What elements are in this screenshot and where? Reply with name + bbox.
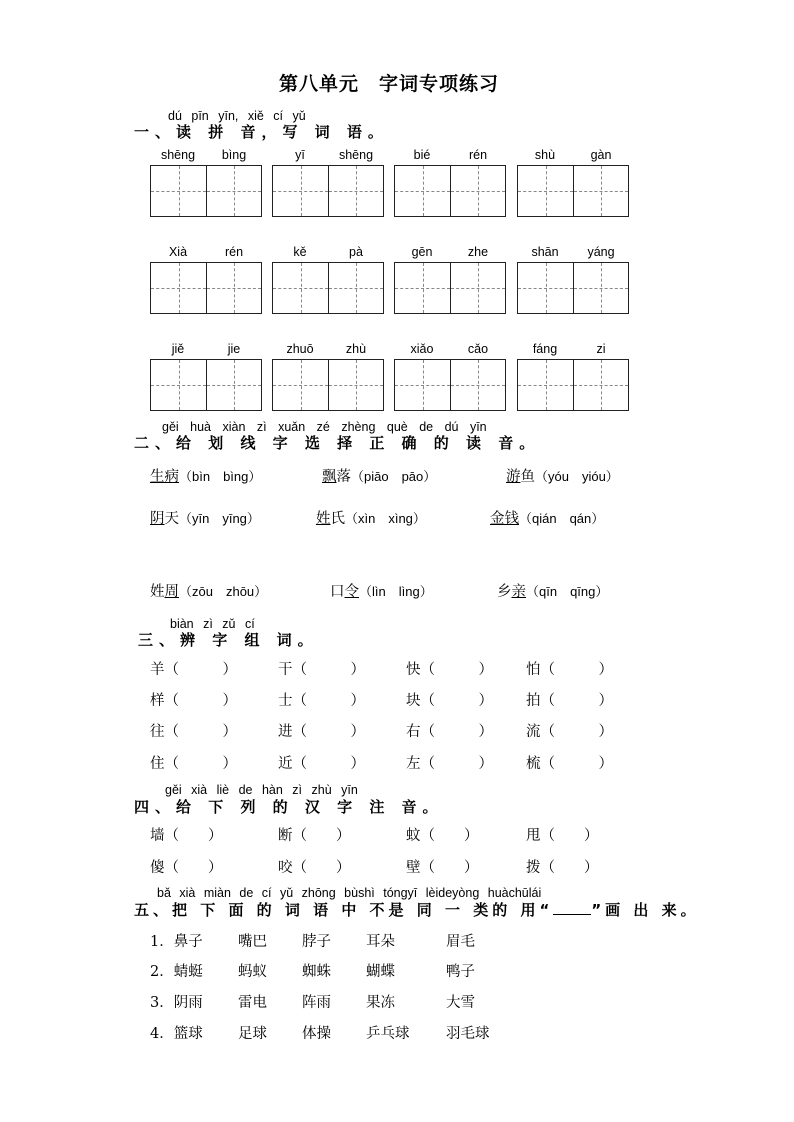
writing-grid[interactable] <box>272 262 384 314</box>
tianzi-cell[interactable] <box>395 166 450 216</box>
pinyin-syllable: kě <box>293 245 307 259</box>
underlined-char: 姓 <box>316 511 331 527</box>
word-group-blank[interactable]: 往（ ） <box>150 724 237 740</box>
underlined-char: 周 <box>164 584 179 600</box>
item-prefix: 姓 <box>150 584 165 600</box>
pinyin-syllable: bié <box>413 148 431 162</box>
writing-grid[interactable] <box>394 359 506 411</box>
writing-grid[interactable] <box>150 165 262 217</box>
pinyin-syllable: gàn <box>590 148 612 162</box>
pinyin-pair <box>394 342 506 356</box>
underlined-char: 游 <box>506 469 521 485</box>
pinyin-syllable: cǎo <box>467 342 489 356</box>
pinyin-syllable: xiǎo <box>410 342 434 356</box>
section1-heading: 一、读 拼 音，写 词 语。 <box>134 123 389 141</box>
tianzi-cell[interactable] <box>206 166 261 216</box>
tianzi-cell[interactable] <box>273 360 328 410</box>
section2-pinyin: gěi huà xiàn zì xuǎn zé zhèng què de dú yīn <box>162 420 487 434</box>
word-option[interactable]: 1．鼻子 <box>150 934 203 950</box>
writing-grid[interactable] <box>150 359 262 411</box>
item-prefix: 乡 <box>497 584 512 600</box>
section4-pinyin: gěi xià liè de hàn zì zhù yīn <box>165 783 358 797</box>
pinyin-syllable: yī <box>295 148 305 162</box>
pinyin-blank[interactable]: 壁（ ） <box>406 860 479 876</box>
pronunciation-item <box>490 507 604 528</box>
pinyin-syllable: shān <box>531 245 559 259</box>
pinyin-syllable: pà <box>349 245 363 259</box>
tianzi-cell[interactable] <box>328 263 383 313</box>
pinyin-blank[interactable]: 墙（ ） <box>150 828 223 844</box>
tianzi-cell[interactable] <box>395 263 450 313</box>
tianzi-cell[interactable] <box>573 263 628 313</box>
word-option[interactable]: 果冻 <box>366 995 395 1011</box>
word-group-blank[interactable]: 羊（ ） <box>150 662 237 678</box>
tianzi-cell[interactable] <box>573 166 628 216</box>
pinyin-pair <box>150 148 262 162</box>
item-rest: 天 <box>164 511 179 527</box>
tianzi-cell[interactable] <box>450 360 505 410</box>
pinyin-pair <box>272 148 384 162</box>
section3-heading: 三、辨 字 组 词。 <box>138 631 319 649</box>
item-rest: 鱼 <box>520 469 535 485</box>
section5-heading-part1: 五、把 下 面 的 词 语 中 不是 同 一 类的 用“ <box>134 901 554 919</box>
pinyin-blank[interactable]: 甩（ ） <box>526 828 599 844</box>
answer-underline-sample <box>553 914 591 915</box>
writing-grid[interactable] <box>394 262 506 314</box>
section2-heading: 二、给 划 线 字 选 择 正 确 的 读 音。 <box>134 434 541 452</box>
writing-grid[interactable] <box>517 359 629 411</box>
word-group-blank[interactable]: 块（ ） <box>406 693 493 709</box>
pinyin-pair <box>272 245 384 259</box>
pronunciation-item <box>316 507 426 528</box>
word-group-blank[interactable]: 住（ ） <box>150 756 237 772</box>
word-option[interactable]: 乒乓球 <box>366 1026 410 1042</box>
pinyin-syllable: gēn <box>411 245 433 259</box>
section3-pinyin: biàn zì zǔ cí <box>170 617 255 631</box>
section4-heading: 四、给 下 列 的 汉 字 注 音。 <box>134 798 444 816</box>
item-prefix: 口 <box>330 584 345 600</box>
pinyin-blank[interactable]: 断（ ） <box>278 828 351 844</box>
pinyin-options[interactable]: （qīn qīng） <box>526 584 609 599</box>
pronunciation-item <box>506 465 619 486</box>
word-group-blank[interactable]: 右（ ） <box>406 724 493 740</box>
tianzi-cell[interactable] <box>151 360 206 410</box>
tianzi-cell[interactable] <box>573 360 628 410</box>
word-option[interactable]: 阵雨 <box>302 995 331 1011</box>
tianzi-cell[interactable] <box>328 360 383 410</box>
pinyin-syllable: zi <box>596 342 606 356</box>
pinyin-pair <box>517 245 629 259</box>
word-option[interactable]: 体操 <box>302 1026 331 1042</box>
pinyin-syllable: rén <box>468 148 488 162</box>
pinyin-options[interactable]: （zōu zhōu） <box>179 584 268 599</box>
section5-heading <box>134 899 700 920</box>
section5-pinyin: bǎ xià miàn de cí yǔ zhōng bùshì tóngyī lèideyòng huàchūlái <box>157 886 542 900</box>
writing-grid[interactable] <box>517 262 629 314</box>
word-option[interactable]: 脖子 <box>302 934 331 950</box>
pinyin-syllable: Xià <box>168 245 188 259</box>
pinyin-pair <box>517 148 629 162</box>
pronunciation-item <box>150 580 267 601</box>
word-group-blank[interactable]: 拍（ ） <box>526 693 613 709</box>
underlined-char: 飘 <box>322 469 337 485</box>
word-option[interactable]: 足球 <box>238 1026 267 1042</box>
tianzi-cell[interactable] <box>328 166 383 216</box>
page-title: 第八单元 字词专项练习 <box>279 73 500 95</box>
pinyin-pair <box>272 342 384 356</box>
word-option[interactable]: 雷电 <box>238 995 267 1011</box>
pinyin-syllable: jiě <box>171 342 185 356</box>
word-group-blank[interactable]: 士（ ） <box>278 693 365 709</box>
pronunciation-item <box>150 507 260 528</box>
tianzi-cell[interactable] <box>151 166 206 216</box>
word-option[interactable]: 蚂蚁 <box>238 964 267 980</box>
underlined-char: 生病 <box>150 469 179 485</box>
pinyin-pair <box>150 245 262 259</box>
word-option[interactable]: 羽毛球 <box>446 1026 490 1042</box>
tianzi-cell[interactable] <box>206 263 261 313</box>
word-option[interactable]: 蜘蛛 <box>302 964 331 980</box>
tianzi-cell[interactable] <box>273 263 328 313</box>
pinyin-options[interactable]: （xìn xìng） <box>345 511 426 526</box>
pronunciation-item <box>497 580 608 601</box>
pinyin-blank[interactable]: 傻（ ） <box>150 860 223 876</box>
item-rest: 落 <box>336 469 351 485</box>
word-option[interactable]: 3．阴雨 <box>150 995 203 1011</box>
tianzi-cell[interactable] <box>450 166 505 216</box>
pinyin-pair <box>517 342 629 356</box>
word-group-blank[interactable]: 梳（ ） <box>526 756 613 772</box>
writing-grid[interactable] <box>517 165 629 217</box>
tianzi-cell[interactable] <box>395 360 450 410</box>
pronunciation-item <box>330 580 433 601</box>
pinyin-options[interactable]: （yóu yióu） <box>535 469 619 484</box>
word-group-blank[interactable]: 干（ ） <box>278 662 365 678</box>
word-group-blank[interactable]: 左（ ） <box>406 756 493 772</box>
pinyin-syllable: zhe <box>467 245 489 259</box>
underlined-char: 金钱 <box>490 511 519 527</box>
item-rest: 氏 <box>330 511 345 527</box>
pinyin-options[interactable]: （qián qán） <box>519 511 605 526</box>
pinyin-syllable: fáng <box>532 342 558 356</box>
word-group-blank[interactable]: 近（ ） <box>278 756 365 772</box>
tianzi-cell[interactable] <box>518 263 573 313</box>
section1-pinyin: dú pīn yīn, xiě cí yǔ <box>168 109 306 123</box>
pinyin-options[interactable]: （lìn lìng） <box>359 584 433 599</box>
pinyin-syllable: yáng <box>587 245 615 259</box>
word-option[interactable]: 蝴蝶 <box>366 964 395 980</box>
word-option[interactable]: 鸭子 <box>446 964 475 980</box>
word-group-blank[interactable]: 样（ ） <box>150 693 237 709</box>
underlined-char: 阴 <box>150 511 165 527</box>
word-option[interactable]: 大雪 <box>446 995 475 1011</box>
pinyin-syllable: jie <box>227 342 241 356</box>
word-group-blank[interactable]: 快（ ） <box>406 662 493 678</box>
pinyin-syllable: bìng <box>221 148 247 162</box>
pinyin-options[interactable]: （piāo pāo） <box>351 469 437 484</box>
pinyin-pair <box>150 342 262 356</box>
pronunciation-item <box>150 465 261 486</box>
word-option[interactable]: 4．篮球 <box>150 1026 203 1042</box>
pinyin-options[interactable]: （bìn bìng） <box>179 469 262 484</box>
underlined-char: 亲 <box>511 584 526 600</box>
section5-heading-part2: ”画 出 来。 <box>591 901 700 919</box>
tianzi-cell[interactable] <box>273 166 328 216</box>
pinyin-syllable: rén <box>224 245 244 259</box>
word-group-blank[interactable]: 进（ ） <box>278 724 365 740</box>
tianzi-cell[interactable] <box>518 360 573 410</box>
pinyin-options[interactable]: （yīn yīng） <box>179 511 260 526</box>
tianzi-cell[interactable] <box>206 360 261 410</box>
pinyin-blank[interactable]: 咬（ ） <box>278 860 351 876</box>
pinyin-syllable: shù <box>534 148 556 162</box>
writing-grid[interactable] <box>272 359 384 411</box>
pinyin-syllable: shēng <box>338 148 374 162</box>
writing-grid[interactable] <box>150 262 262 314</box>
writing-grid[interactable] <box>394 165 506 217</box>
word-group-blank[interactable]: 流（ ） <box>526 724 613 740</box>
pinyin-pair <box>394 148 506 162</box>
pinyin-pair <box>394 245 506 259</box>
word-option[interactable]: 耳朵 <box>366 934 395 950</box>
pinyin-blank[interactable]: 蚊（ ） <box>406 828 479 844</box>
tianzi-cell[interactable] <box>518 166 573 216</box>
tianzi-cell[interactable] <box>151 263 206 313</box>
word-option[interactable]: 2．蜻蜓 <box>150 964 203 980</box>
pronunciation-item <box>322 465 436 486</box>
pinyin-syllable: zhuō <box>286 342 314 356</box>
pinyin-syllable: zhù <box>345 342 367 356</box>
pinyin-syllable: shēng <box>160 148 196 162</box>
word-option[interactable]: 眉毛 <box>446 934 475 950</box>
tianzi-cell[interactable] <box>450 263 505 313</box>
word-option[interactable]: 嘴巴 <box>238 934 267 950</box>
underlined-char: 令 <box>344 584 359 600</box>
writing-grid[interactable] <box>272 165 384 217</box>
word-group-blank[interactable]: 怕（ ） <box>526 662 613 678</box>
pinyin-blank[interactable]: 拨（ ） <box>526 860 599 876</box>
